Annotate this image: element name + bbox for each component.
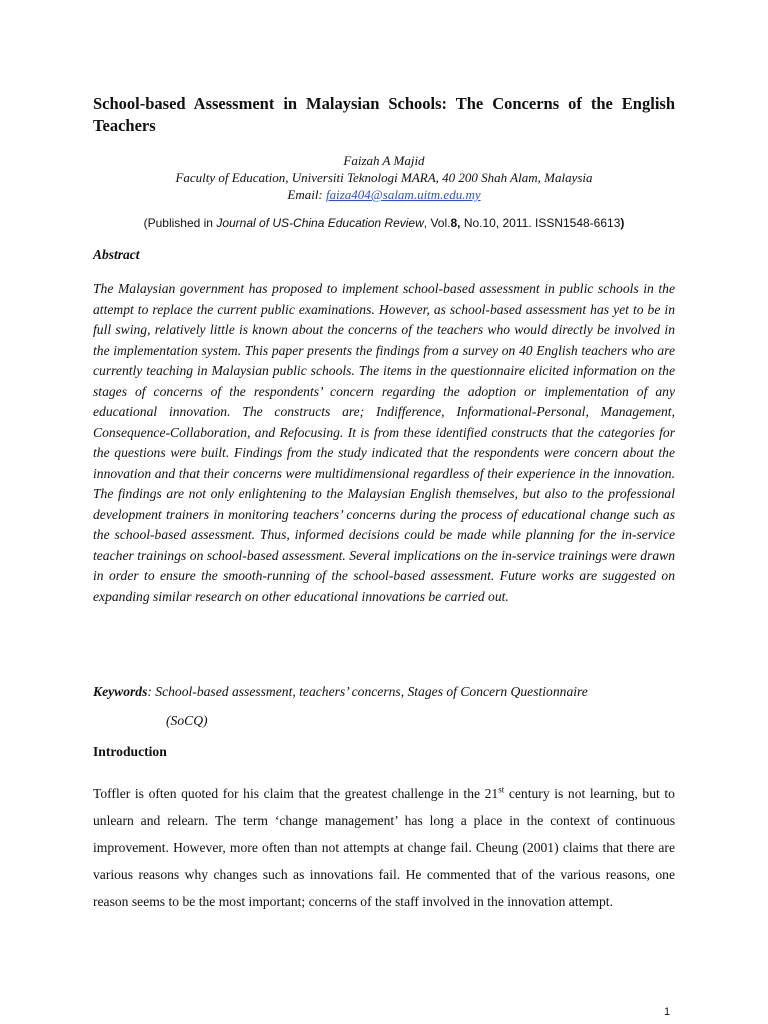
paper-title: School-based Assessment in Malaysian Schools: The Concerns of the English Teachers xyxy=(93,94,675,135)
keywords-label: Keywords xyxy=(93,684,148,699)
author-block xyxy=(93,152,675,203)
journal-name: Journal of US-China Education Review xyxy=(216,216,424,230)
keywords-text: : School-based assessment, teachers’ concerns, Stages of Concern Questionnaire xyxy=(147,684,588,699)
publication-details: No.10, 2011. ISSN1548-6613 xyxy=(460,216,621,230)
introduction-text xyxy=(93,780,675,915)
keywords-continuation: (SoCQ) xyxy=(166,713,208,728)
author-affiliation: Faculty of Education, Universiti Teknologi MARA, 40 200 Shah Alam, Malaysia xyxy=(175,170,593,185)
superscript-st: st xyxy=(498,784,505,795)
volume-number: 8, xyxy=(450,216,461,230)
publication-close: ) xyxy=(620,216,625,230)
email-link[interactable]: faiza404@salam.uitm.edu.my xyxy=(326,187,481,202)
author-name: Faizah A Majid xyxy=(343,153,425,168)
author-email-line xyxy=(93,186,675,203)
page-number: 1 xyxy=(664,1006,671,1018)
introduction-heading: Introduction xyxy=(93,744,167,759)
publication-note xyxy=(93,216,675,230)
keywords-line xyxy=(93,682,675,702)
publication-open: (Published in xyxy=(143,216,217,230)
volume-label: , Vol. xyxy=(423,216,451,230)
email-label: Email: xyxy=(287,187,323,202)
abstract-text: The Malaysian government has proposed to implement school-based assessment in public schools in the attempt to replace the current public examinations. However, as school-based assessment has yet to be in full swing, relatively little is known about the concerns of the teachers who would directly be involved in the implementation system. This paper presents the findings from a survey on 40 English teachers who are currently teaching in Malaysian public schools. The items in the questionnaire elicited information on the stages of concerns of the respondents’ concern regarding the adoption or implementation of any educational innovation. The constructs are; Indifference, Informational-Personal, Management, Consequence-Collaboration, and Refocusing. It is from these identified constructs that the categories for the questions were built. Findings from the study indicated that the respondents were concern about the innovation and that their concerns were multidimensional regardless of their experience in the innovation. The findings are not only enlightening to the Malaysian English themselves, but also to the professional development trainers in monitoring teachers’ concerns during the process of educational change such as the school-based assessment. Thus, informed decisions could be made while planning for the in-service teacher trainings on school-based assessment. Several implications on the in-service trainings were drawn in order to ensure the smooth-running of the school-based assessment. Future works are suggested on expanding similar research on other educational innovations be carried out. xyxy=(93,281,675,604)
abstract-heading: Abstract xyxy=(93,247,140,262)
intro-part-1: Toffler is often quoted for his claim that the greatest challenge in the 21 xyxy=(93,786,499,801)
intro-part-2: century is not learning, but to unlearn and relearn. The term ‘change management’ has long a place in the context of continuous improvement. However, more often than not attempts at change fail. Cheung (2001) claims that there are various reasons why changes such as innovations fail. He commented that of the various reasons, one reason seems to be the most important; concerns of the staff involved in the innovation attempt. xyxy=(93,786,675,909)
